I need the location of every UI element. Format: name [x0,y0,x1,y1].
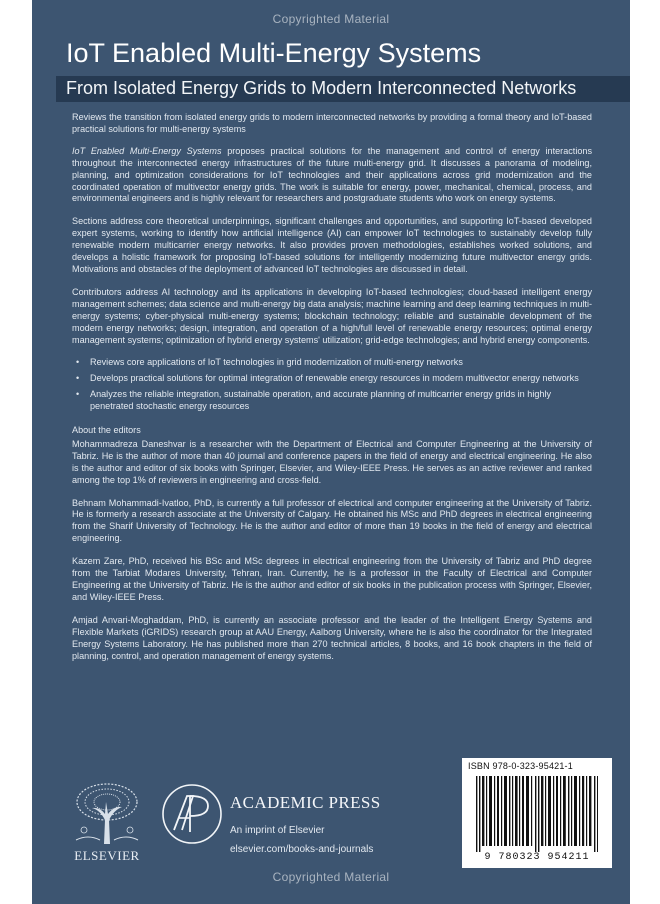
feature-text: Develops practical solutions for optimal integration of renewable energy resources in modern multivector energy networks [90,373,579,384]
watermark-top: Copyrighted Material [272,12,390,26]
about-editors-heading: About the editors [72,425,141,436]
publisher-url: elsevier.com/books-and-journals [230,844,374,855]
back-cover [32,0,630,904]
elsevier-tree-logo-icon [70,780,144,846]
publisher-name: ACADEMIC PRESS [230,793,381,812]
feature-item [72,389,592,413]
description-paragraph-1 [72,146,592,206]
intro-paragraph: Reviews the transition from isolated energy grids to modern interconnected networks by providing a formal theory and IoT-based practical solutions for multi-energy systems [72,112,592,134]
description-paragraph-3: Contributors address AI technology and its applications in developing IoT-based technologies; cloud-based intelligent energy management schemes; data science and multi-energy big data analysis; machine learning and deep learning techniques in multi-energy systems; cyber-physical multi-energy systems; blockchain technology; reliable and sustainable development of the modern energy networks; design, integration, and operation of a high/full level of renewable energy resources; optimal energy management systems; optimization of hybrid energy systems' utilization; grid-edge technologies; and hybrid energy components. [72,286,592,345]
publisher-imprint: An imprint of Elsevier [230,825,325,836]
feature-text: Analyzes the reliable integration, sustainable operation, and accurate planning of multicarrier energy grids in highly penetrated stochastic energy resources [90,389,552,412]
publisher-block [230,793,381,855]
editor-bio: Amjad Anvari-Moghaddam, PhD, is currently an associate professor and the leader of the Intelligent Energy Systems and Flexible Markets (iGRIDS) research group at AAU Energy, Aalborg University, where he is also the coordinator for the Integrated Energy Systems Laboratory. He has published more than 270 technical articles, 8 books, and 16 book chapters in the field of planning, control, and operation management of energy systems. [72,614,592,661]
description-paragraph-2: Sections address core theoretical underpinnings, significant challenges and opportunities, and supporting IoT-based developed expert systems, working to identify how artificial intelligence (AI) can empower IoT technologies to sustainably develop fully renewable modern multicarrier energy networks. It also provides proven methodologies, establishes worked solutions, and develops a holistic framework for proposing IoT-based solutions for intelligently modernizing future multivector energy grids. Motivations and obstacles of the deployment of advanced IoT technologies are discussed in detail. [72,216,592,274]
editor-bio: Mohammadreza Daneshvar is a researcher with the Department of Electrical and Computer Engineering at the University of Tabriz. He is the author of more than 40 journal and conference papers in the field of energy and electrical engineering. He also is the author and editor of six books with Springer, Elsevier, and Wiley-IEEE Press. He serves as an active reviewer and ranked among the top 1% of reviewers in engineering and cross-field. [72,438,592,485]
editor-bio: Kazem Zare, PhD, received his BSc and MSc degrees in electrical engineering from the University of Tabriz and PhD degree from the Tarbiat Modares University, Tehran, Iran. Currently, he is a professor in the Faculty of Electrical and Computer Engineering at the University of Tabriz. He is the author and editor of six books in the publication process with Springer, Elsevier, and Wiley-IEEE Press. [72,556,592,602]
editor-bio: Behnam Mohammadi-Ivatloo, PhD, is currently a full professor of electrical and computer engineering at the University of Tabriz. He is formerly a research associate at the University of Calgary. He obtained his MSc and PhD degrees in electrical engineering from the Sharif University of Technology. He is the author and editor of more than 19 books in the field of energy and electrical engineering. [72,497,592,544]
description-paragraph-1-text: proposes practical solutions for the management and control of energy interactions throughout the interconnected energy infrastructures of the future multi-energy grid. It discusses a panorama of modeling, planning, and optimization considerations for IoT technologies and their applications across grid modernization and the coordinated operation of multivector energy grids. The work is suitable for energy, power, mechanical, chemical, process, and environmental engineers and is highly relevant for researchers and postgraduate students who work on energy systems. [72,145,593,204]
feature-item [72,357,592,369]
watermark-bottom: Copyrighted Material [272,870,390,884]
barcode-icon [476,776,598,852]
title-italic: IoT Enabled Multi-Energy Systems [72,145,222,156]
isbn-label: ISBN 978-0-323-95421-1 [468,761,573,771]
bullet-icon: • [76,389,80,400]
bullet-icon: • [76,357,80,368]
feature-item [72,373,592,385]
barcode-digits: 9 780323 954211 [484,852,590,863]
isbn-barcode-box [462,758,612,868]
elsevier-wordmark: ELSEVIER [74,848,140,863]
academic-press-logo-icon [160,782,224,846]
book-title: IoT Enabled Multi-Energy Systems [66,38,482,68]
bullet-icon: • [76,373,80,384]
feature-text: Reviews core applications of IoT technologies in grid modernization of multi-energy networks [90,357,463,368]
feature-list [72,357,592,413]
book-subtitle: From Isolated Energy Grids to Modern Interconnected Networks [66,78,577,98]
blurb-content [72,112,592,673]
subtitle-band [56,76,630,102]
